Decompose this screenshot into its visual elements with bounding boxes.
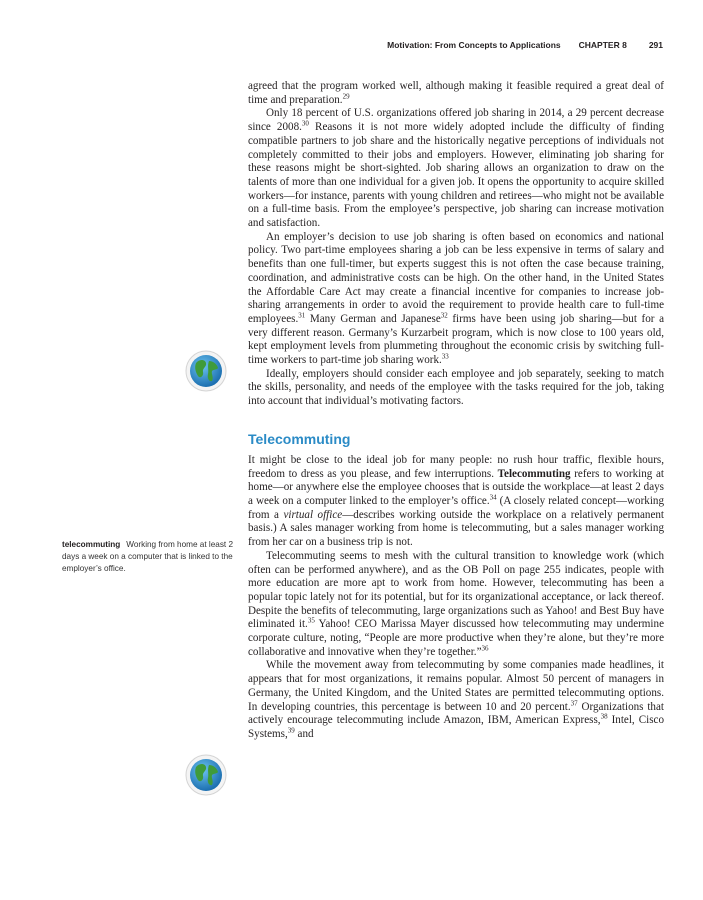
text-run: (A closely related concept—working from a <box>248 494 664 521</box>
footnote-ref: 34 <box>489 493 497 502</box>
paragraph <box>248 550 664 660</box>
margin-term: telecommuting <box>62 540 121 549</box>
section-heading: Telecommuting <box>248 430 351 447</box>
footnote-ref: 37 <box>570 698 578 707</box>
footnote-ref: 38 <box>600 712 608 721</box>
paragraph <box>248 659 664 741</box>
emphasis: virtual office <box>283 508 343 521</box>
text-run: Yahoo! CEO Marissa Mayer discussed how telecommuting may undermine corporate culture, noting, “People are more productive when they’re alone, but they’re more collaborative and innovative when they’re together.” <box>248 618 664 658</box>
text-run: and <box>294 727 314 740</box>
footnote-ref: 33 <box>441 352 449 361</box>
footnote-ref: 29 <box>342 92 350 101</box>
running-title: Motivation: From Concepts to Applications <box>387 40 561 50</box>
text-run: It might be close to the ideal job for many people: no rush hour traffic, flexible hours, freedom to dress as you please, and few interruptions. <box>248 453 664 480</box>
footnote-ref: 35 <box>307 616 315 625</box>
footnote-ref: 31 <box>298 311 306 320</box>
text-run: Telecommuting seems to mesh with the cultural transition to knowledge work (which often can be performed anywhere), and as the OB Poll on page 255 indicates, people with more education are more apt to work from home. However, telecommuting has been a popular topic lately not for its potential, but for its organizational acceptance, or lack thereof. Despite the benefits of telecommuting, large organizations such as Yahoo! and Best Buy have eliminated it. <box>248 549 664 631</box>
text-run: agreed that the program worked well, although making it feasible required a great deal of time and preparation. <box>248 80 664 106</box>
paragraph <box>248 231 664 368</box>
key-term: Telecommuting <box>497 467 571 480</box>
page-number: 291 <box>648 40 663 50</box>
text-run: firms have been using job sharing—but for a very different reason. Germany’s Kurzarbeit program, which is now close to 100 years old, kept employment levels from plummeting throughout the economic crisis by switching full-time workers to part-time job sharing work. <box>248 312 664 367</box>
text-run: refers to working at home—or anywhere else the employee chooses that is outside the workplace—at least 2 days a week on a computer linked to the employer’s office. <box>248 467 664 507</box>
running-header <box>387 40 663 50</box>
text-run: While the movement away from telecommuting by some companies made headlines, it appears that for most organizations, it remains popular. Almost 50 percent of managers in Germany, the United Kingdom, and the United States are permitted telecommuting options. In developing countries, this percentage is between 10 and 20 percent. <box>248 659 664 713</box>
globe-icon <box>184 349 228 393</box>
paragraph <box>248 368 664 409</box>
main-text <box>248 80 664 742</box>
paragraph <box>248 107 664 230</box>
margin-definition <box>62 539 238 574</box>
margin-definition-text: Working from home at least 2 days a week on a computer that is linked to the employer’s office. <box>62 540 234 573</box>
globe-icon <box>184 753 228 797</box>
text-run: Intel, Cisco Systems, <box>248 714 664 740</box>
text-run: Only 18 percent of U.S. organizations offered job sharing in 2014, a 29 percent decrease since 2008. <box>248 107 664 134</box>
text-run: Ideally, employers should consider each employee and job separately, seeking to match the skills, personality, and needs of the employee with the tasks required for the job, taking into account that individual’s motivating factors. <box>248 367 664 408</box>
footnote-ref: 39 <box>287 726 295 735</box>
text-run: Reasons it is not more widely adopted include the difficulty of finding compatible partners to job share and the historically negative perceptions of individuals not completely committed to their jobs and employers. However, eliminating job sharing for these reasons might be short-sighted. Job sharing allows an organization to draw on the talents of more than one individual for a given job. It opens the opportunity to acquire skilled workers—for instance, parents with young children and retirees—who might not be available on a full-time basis. From the employee’s perspective, job sharing can increase motivation and satisfaction. <box>248 121 664 230</box>
footnote-ref: 32 <box>440 311 448 320</box>
text-run: —describes working outside the workplace on a relatively permanent basis.) A sales manager working from home is telecommuting, but a sales manager working from her car on a business trip is not. <box>248 508 664 549</box>
footnote-ref: 30 <box>301 119 309 128</box>
chapter-label: CHAPTER 8 <box>578 40 627 50</box>
footnote-ref: 36 <box>481 644 489 653</box>
paragraph <box>248 454 664 550</box>
text-run: An employer’s decision to use job sharing is often based on economics and national policy. Two part-time employees sharing a job can be less expensive in terms of salary and benefits than one full-timer, but experts suggest this is not often the case because training, coordination, and administrative costs can be high. On the other hand, in the United States the Affordable Care Act may create a financial incentive for companies to increase job-sharing arrangements in order to avoid the requirement to provide health care to full-time employees. <box>248 230 664 325</box>
paragraph <box>248 80 664 107</box>
text-run: Organizations that actively encourage telecommuting include Amazon, IBM, American Express, <box>248 700 664 727</box>
text-run: Many German and Japanese <box>305 312 441 325</box>
